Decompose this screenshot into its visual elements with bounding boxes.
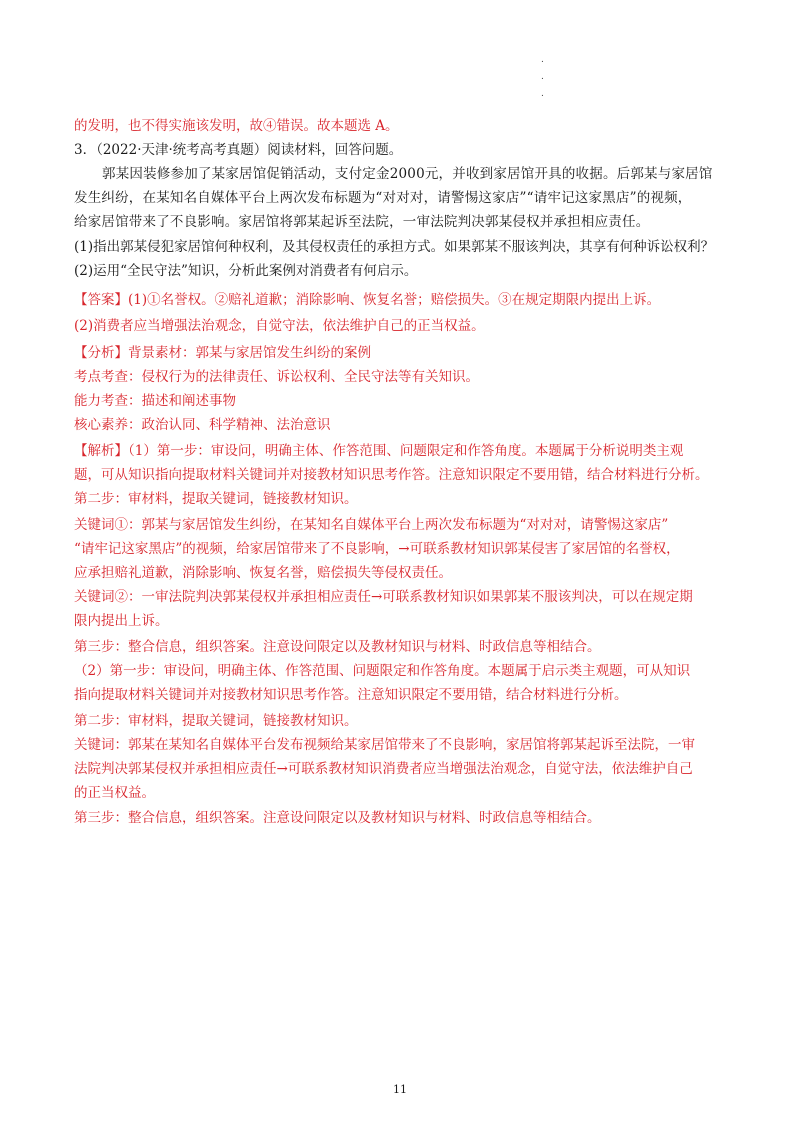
explanation-line: “请牢记这家黑店”的视频，给家居馆带来了不良影响，→可联系教材知识郭某侵害了家居馆的名誉权， [74,541,680,557]
header-dot: . [541,55,544,65]
page-number: 11 [393,1083,407,1096]
question-heading: 3．（2022·天津·统考高考真题）阅读材料，回答问题。 [74,142,403,158]
material-line: 郭某因装修参加了某家居馆促销活动，支付定金2000元，并收到家居馆开具的收据。后郭某与家居馆 [102,166,713,182]
explanation-line: 关键词②：一审法院判决郭某侵权并承担相应责任→可联系教材知识如果郭某不服该判决，可以在规定期 [74,589,693,605]
explanation-line: 应承担赔礼道歉，消除影响、恢复名誉，赔偿损失等侵权责任。 [74,565,452,581]
question-item: (1)指出郭某侵犯家居馆何种权利，及其侵权责任的承担方式。如果郭某不服该判决，其享有何种诉讼权利？ [74,239,715,255]
explanation-line: 的正当权益。 [74,785,155,801]
material-line: 发生纠纷，在某知名自媒体平台上两次发布标题为“对对对，请警惕这家店”“请牢记这家黑店”的视频， [74,190,692,206]
explanation-line: 法院判决郭某侵权并承担相应责任→可联系教材知识消费者应当增强法治观念，自觉守法，依法维护自己 [74,761,693,777]
explanation-line: 第三步：整合信息，组织答案。注意设问限定以及教材知识与材料、时政信息等相结合。 [74,639,601,655]
answer-line: 【答案】(1)①名誉权。②赔礼道歉；消除影响、恢复名誉；赔偿损失。③在规定期限内提出上诉。 [74,292,661,308]
explanation-line: 第二步：审材料，提取关键词，链接教材知识。 [74,713,358,729]
analysis-line: 核心素养：政治认同、科学精神、法治意识 [74,417,331,433]
question-item: (2)运用“全民守法”知识，分析此案例对消费者有何启示。 [74,263,418,279]
header-dot: . [541,89,544,99]
explanation-line: 限内提出上诉。 [74,613,169,629]
text-line: 的发明，也不得实施该发明，故④错误。故本题选 A。 [74,118,399,134]
analysis-line: 【分析】背景素材：郭某与家居馆发生纠纷的案例 [74,345,371,361]
explanation-line: 第三步：整合信息，组织答案。注意设问限定以及教材知识与材料、时政信息等相结合。 [74,810,601,826]
analysis-line: 考点考查：侵权行为的法律责任、诉讼权利、全民守法等有关知识。 [74,369,479,385]
explanation-line: 关键词：郭某在某知名自媒体平台发布视频给某家居馆带来了不良影响，家居馆将郭某起诉至法院，一审 [74,737,695,753]
explanation-line: 题，可从知识指向提取材料关键词并对接教材知识思考作答。注意知识限定不要用错，结合材料进行分析。 [74,467,709,483]
answer-line: (2)消费者应当增强法治观念，自觉守法，依法维护自己的正当权益。 [74,318,485,334]
explanation-line: 【解析】（1）第一步：审设问，明确主体、作答范围、问题限定和作答角度。本题属于分析说明类主观 [74,443,684,459]
explanation-line: 关键词①：郭某与家居馆发生纠纷，在某知名自媒体平台上两次发布标题为“对对对，请警惕这家店” [74,517,669,533]
explanation-line: 第二步：审材料，提取关键词，链接教材知识。 [74,491,358,507]
explanation-line: 指向提取材料关键词并对接教材知识思考作答。注意知识限定不要用错，结合材料进行分析。 [74,687,628,703]
analysis-line: 能力考查：描述和阐述事物 [74,393,236,409]
material-line: 给家居馆带来了不良影响。家居馆将郭某起诉至法院，一审法院判决郭某侵权并承担相应责任。 [74,214,650,230]
explanation-line: （2）第一步：审设问，明确主体、作答范围、问题限定和作答角度。本题属于启示类主观题，可从知识 [74,663,691,679]
header-dots [541,52,544,103]
header-dot: . [541,72,544,82]
